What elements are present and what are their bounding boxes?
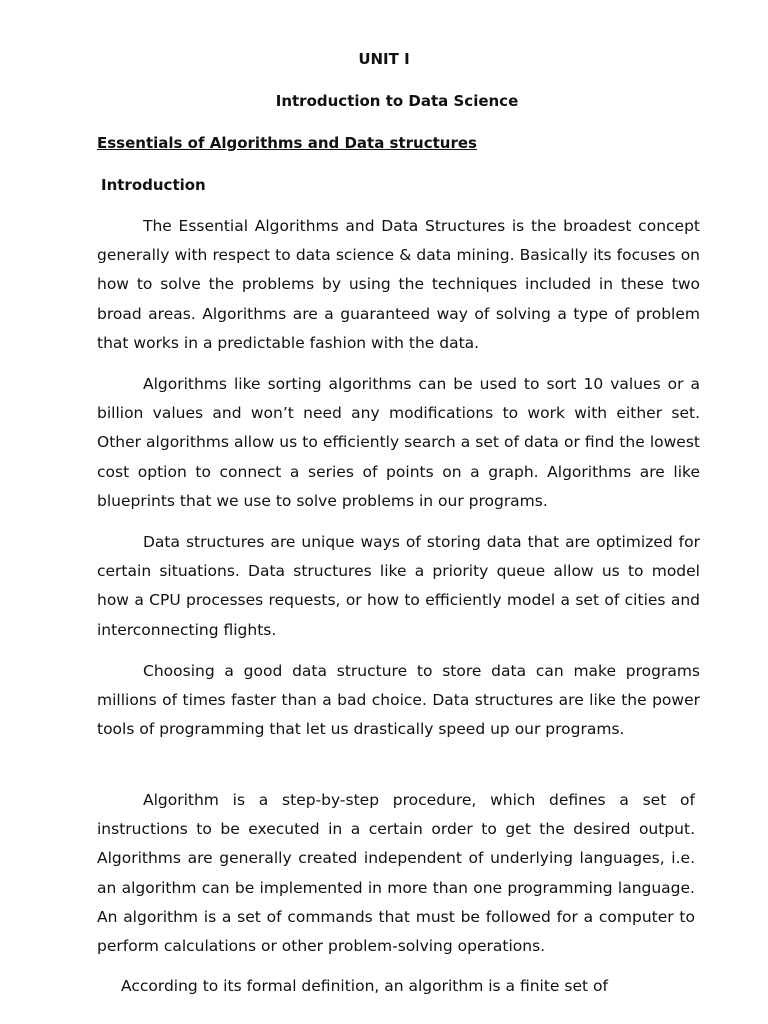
paragraph-choosing-structure: Choosing a good data structure to store data can make programs millions of times faster than a bad choice. Data structures are like the power tools of programming that let us drastically speed up our programs. — [97, 662, 700, 739]
subsection-title: Introduction — [101, 176, 206, 194]
paragraph-algorithm-definition: Algorithm is a step-by-step procedure, which defines a set of instructions to be executed in a certain order to get the desired output. Algorithms are generally created independent of underlying languages, i.e. an algorithm can be implemented in more than one programming language. An algorithm is a set of commands that must be followed for a computer to perform calculations or other problem-solving operations. — [97, 791, 695, 956]
paragraph-intro: The Essential Algorithms and Data Structures is the broadest concept generally with respect to data science & data mining. Basically its focuses on how to solve the problems by using the techniques included in these two broad areas. Algorithms are a guaranteed way of solving a type of problem that works in a predictable fashion with the data. — [97, 217, 700, 352]
paragraph-data-structures: Data structures are unique ways of storing data that are optimized for certain situations. Data structures like a priority queue allow us to model how a CPU processes requests, or how to efficiently model a set of cities and interconnecting flights. — [97, 533, 700, 639]
paragraph-algorithms: Algorithms like sorting algorithms can be used to sort 10 values or a billion values and won’t need any modifications to work with either set. Other algorithms allow us to efficiently search a set of data or find the lowest cost option to connect a series of points on a graph. Algorithms are like blueprints that we use to solve problems in our programs. — [97, 375, 700, 510]
chapter-title: Introduction to Data Science — [275, 92, 519, 110]
section-title: Essentials of Algorithms and Data structures — [97, 134, 477, 152]
unit-title: UNIT I — [358, 50, 410, 68]
paragraph-formal-definition: According to its formal definition, an algorithm is a finite set of — [121, 977, 608, 995]
